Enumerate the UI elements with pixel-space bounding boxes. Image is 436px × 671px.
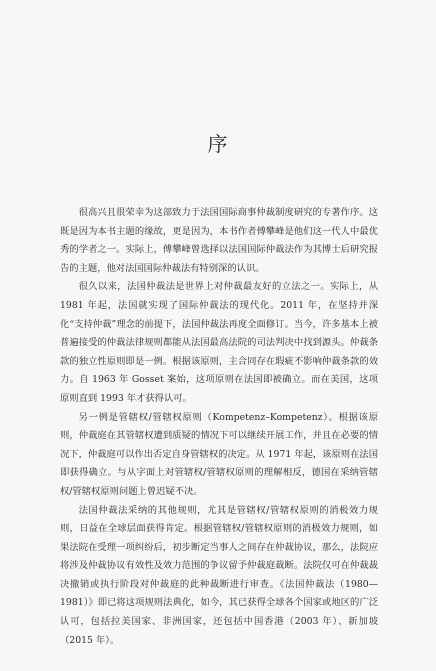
body-text	[60, 204, 378, 650]
paragraph: 法国仲裁法采纳的其他规则，尤其是管辖权/管辖权原则的消极效力规则，日益在全球层面获得肯定。根据管辖权/管辖权原则的消极效力规则，如果法院在受理一项纠纷后，初步断定当事人之间存在仲裁协议，那么，法院应将涉及仲裁协议有效性及效力范围的争议留予仲裁庭裁断。法院仅可在仲裁裁决撤销或执行阶段对仲裁庭的此种裁断进行审查。《法国仲裁法（1980—1981）》即已将这项规则法典化，如今，其已获得全球各个国家或地区的广泛认可，包括拉美国家、非洲国家，还包括中国香港（2003 年）、新加坡（2015 年）。	[60, 504, 378, 646]
paragraph: 另一例是管辖权/管辖权原则（Kompetenz–Kompetenz）。根据该原则，仲裁庭在其管辖权遭到质疑的情况下可以继续开展工作，并且在必要的情况下，仲裁庭可以作出否定自身管辖权的决定。从 1971 年起，该原则在法国即获得确立。与从字面上对管辖权/管辖权原则的理解相反，德国在采纳管辖权/管辖权原则问题上曾迟疑不决。	[60, 411, 378, 497]
paragraph: 很久以来，法国仲裁法是世界上对仲裁最友好的立法之一。实际上，从 1981 年起，法国就实现了国际仲裁法的现代化。2011 年，在坚持并深化“支持仲裁”理念的前提下，法国仲裁法再度全面修订。当今，许多基本上被普遍接受的仲裁法律规则都能从法国最高法院的司法判决中找到源头。仲裁条款的独立性原则即是一例。根据该原则，主合同存在瑕疵不影响仲裁条款的效力。自 1963 年 Gosset 案始，这项原则在法国即被确立。而在美国，这项原则直到 1993 年才获得认可。	[60, 281, 378, 404]
page-title: 序	[207, 132, 229, 156]
paragraph: 很高兴且很荣幸为这部致力于法国国际商事仲裁制度研究的专著作序。这既是因为本书主题的缘故，更是因为，本书作者傅攀峰是他们这一代人中最优秀的学者之一。实际上，傅攀峰曾选择以法国国际仲裁法作为其博士后研究报告的主题，他对法国国际仲裁法有特别深的认识。	[60, 207, 378, 274]
